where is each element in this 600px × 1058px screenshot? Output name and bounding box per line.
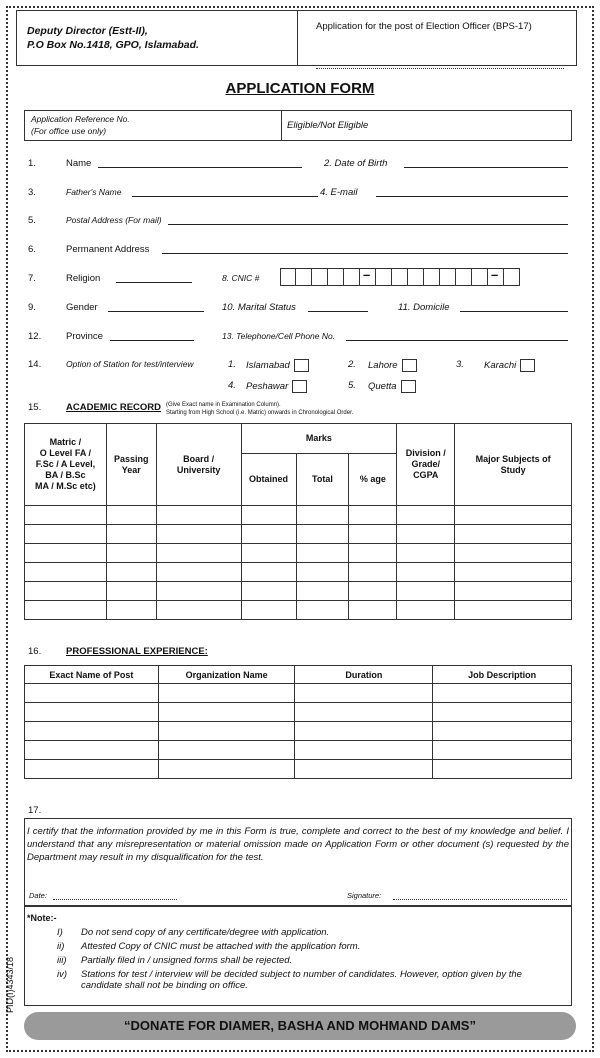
field-number: 5. — [28, 215, 36, 226]
field-row-9 — [28, 302, 568, 316]
list-item: iv) Stations for test / interview will be decided subject to number of candidates. However, option given by the candidate shall not be binding on office. — [57, 969, 522, 991]
table-row[interactable] — [25, 601, 572, 620]
col-exam: Matric / O Level FA / F.Sc / A Level, BA / B.Sc MA / M.Sc etc) — [25, 424, 107, 506]
gender-input[interactable] — [108, 302, 204, 312]
field-row-3 — [28, 187, 568, 201]
peshawar-checkbox[interactable] — [292, 380, 307, 393]
eligibility-label: Eligible/Not Eligible — [287, 120, 369, 131]
station-karachi[interactable]: Karachi — [484, 359, 535, 372]
province-label: Province — [66, 331, 103, 342]
permanent-label: Permanent Address — [66, 244, 150, 255]
field-row-14 — [28, 359, 576, 395]
cnic-label: 8. CNIC # — [222, 273, 260, 283]
notes-title: *Note:- — [27, 913, 57, 923]
table-row[interactable] — [25, 506, 572, 525]
notes-box — [24, 906, 572, 1006]
certification-box — [24, 818, 572, 906]
gender-label: Gender — [66, 302, 98, 313]
reference-label: Application Reference No. — [31, 114, 130, 124]
address-line-1: Deputy Director (Estt-II), — [27, 25, 148, 37]
col-division: Division / Grade/ CGPA — [397, 424, 455, 506]
table-row[interactable] — [25, 684, 572, 703]
phone-label: 13. Telephone/Cell Phone No. — [222, 331, 336, 341]
academic-table — [24, 423, 572, 620]
professional-heading — [28, 646, 568, 660]
field-number: 12. — [28, 331, 42, 342]
academic-note-1: (Give Exact name in Examination Column). — [166, 402, 281, 408]
field-number: 14. — [28, 359, 42, 370]
dob-input[interactable] — [404, 158, 568, 168]
reference-divider — [281, 111, 282, 140]
col-post: Exact Name of Post — [25, 666, 159, 684]
cert-number: 17. — [28, 805, 42, 816]
professional-title: PROFESSIONAL EXPERIENCE: — [66, 646, 208, 657]
station-peshawar[interactable]: Peshawar — [246, 380, 307, 393]
field-number: 3. — [28, 187, 36, 198]
notes-list — [57, 927, 565, 994]
religion-input[interactable] — [116, 273, 192, 283]
col-total: Total — [296, 454, 349, 506]
professional-number: 16. — [28, 646, 42, 657]
field-number: 9. — [28, 302, 36, 313]
province-input[interactable] — [110, 331, 194, 341]
field-row-6 — [28, 244, 568, 258]
name-input[interactable] — [98, 158, 302, 168]
table-row[interactable] — [25, 525, 572, 544]
table-row[interactable] — [25, 760, 572, 779]
reference-sublabel: (For office use only) — [31, 126, 107, 136]
name-label: Name — [66, 158, 92, 169]
field-number: 6. — [28, 244, 36, 255]
signature-label: Signature: — [347, 891, 382, 900]
marital-label: 10. Marital Status — [222, 302, 296, 313]
field-row-7 — [28, 273, 576, 287]
email-input[interactable] — [376, 187, 568, 197]
footer-banner: “DONATE FOR DIAMER, BASHA AND MOHMAND DAMS” — [24, 1012, 576, 1040]
academic-title: ACADEMIC RECORD — [66, 402, 161, 413]
signature-input[interactable] — [393, 890, 567, 900]
col-board: Board / University — [156, 424, 241, 506]
station-5-number: 5. — [348, 380, 356, 391]
postal-input[interactable] — [168, 215, 568, 225]
list-item: I) Do not send copy of any certificate/degree with application. — [57, 927, 330, 938]
col-subjects: Major Subjects of Study — [455, 424, 572, 506]
email-label: 4. E-mail — [320, 187, 358, 198]
reference-box — [24, 110, 572, 141]
col-obtained: Obtained — [241, 454, 296, 506]
date-label: Date: — [29, 891, 47, 900]
table-row[interactable] — [25, 563, 572, 582]
col-marks: Marks — [241, 424, 397, 454]
field-number: 1. — [28, 158, 36, 169]
islamabad-checkbox[interactable] — [294, 359, 309, 372]
father-label: Father's Name — [66, 187, 122, 197]
date-input[interactable] — [53, 890, 177, 900]
field-row-5 — [28, 215, 568, 229]
station-lahore[interactable]: Lahore — [368, 359, 417, 372]
academic-note-2: Starting from High School (i.e. Matric) onwards in Chronological Order. — [166, 410, 354, 416]
page-title: APPLICATION FORM — [225, 80, 375, 97]
cnic-boxes[interactable] — [280, 268, 520, 286]
marital-input[interactable] — [308, 302, 368, 312]
post-title: Application for the post of Election Officer (BPS-17) — [316, 21, 532, 32]
address-box — [16, 10, 298, 66]
address-line-2: P.O Box No.1418, GPO, Islamabad. — [27, 39, 199, 51]
station-islamabad[interactable]: Islamabad — [246, 359, 309, 372]
certification-text: I certify that the information provided by me in this Form is true, complete and correct to the best of my knowledge and belief. I understand that any misrepresentation or material omission made on Application Form or other document (s) requested by the Department may result in my disqualification for the test. — [27, 826, 569, 863]
col-passing-year: Passing Year — [106, 424, 156, 506]
station-1-number: 1. — [228, 359, 236, 370]
father-input[interactable] — [132, 187, 318, 197]
station-quetta[interactable]: Quetta — [368, 380, 416, 393]
postal-label: Postal Address (For mail) — [66, 215, 162, 225]
field-row-1 — [28, 158, 568, 172]
dob-label: 2. Date of Birth — [324, 158, 388, 169]
post-line — [316, 59, 564, 69]
domicile-label: 11. Domicile — [398, 302, 450, 313]
list-item: ii) Attested Copy of CNIC must be attached with the application form. — [57, 941, 361, 952]
side-code: PID(I)4343/18 — [5, 956, 15, 1013]
field-row-12 — [28, 331, 568, 345]
list-item: iii) Partially filed in / unsigned forms shall be rejected. — [57, 955, 293, 966]
phone-input[interactable] — [346, 331, 568, 341]
professional-table — [24, 665, 572, 779]
academic-number: 15. — [28, 402, 42, 413]
table-row[interactable] — [25, 544, 572, 563]
post-box — [297, 10, 577, 66]
quetta-checkbox[interactable] — [401, 380, 416, 393]
table-row[interactable] — [25, 741, 572, 760]
col-job-description: Job Description — [433, 666, 572, 684]
table-row[interactable] — [25, 582, 572, 601]
station-label: Option of Station for test/interview — [66, 359, 194, 369]
permanent-input[interactable] — [162, 244, 568, 254]
col-percentage: % age — [349, 454, 397, 506]
table-row[interactable] — [25, 703, 572, 722]
station-3-number: 3. — [456, 359, 464, 370]
religion-label: Religion — [66, 273, 101, 284]
karachi-checkbox[interactable] — [520, 359, 535, 372]
col-organization: Organization Name — [158, 666, 295, 684]
academic-heading — [28, 400, 568, 422]
table-row[interactable] — [25, 722, 572, 741]
station-2-number: 2. — [348, 359, 356, 370]
col-duration: Duration — [295, 666, 433, 684]
lahore-checkbox[interactable] — [402, 359, 417, 372]
domicile-input[interactable] — [460, 302, 568, 312]
station-4-number: 4. — [228, 380, 236, 391]
field-number: 7. — [28, 273, 36, 284]
